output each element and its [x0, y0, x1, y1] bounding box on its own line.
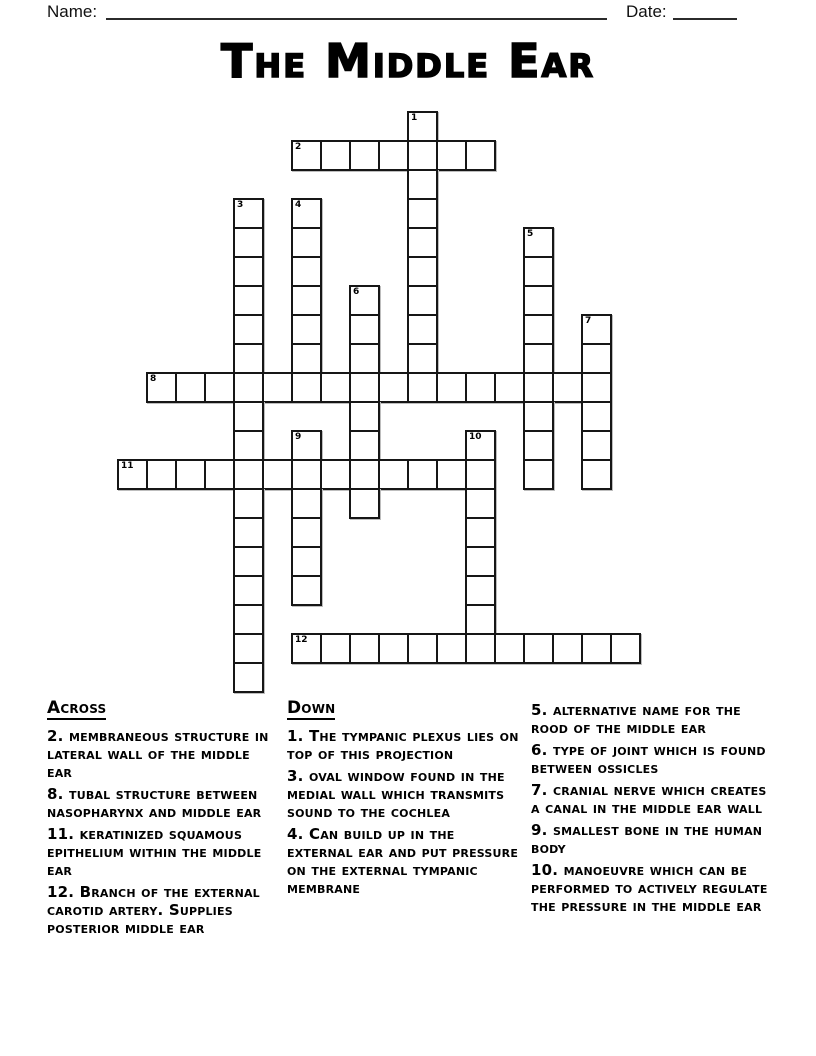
cell-number: 3: [237, 200, 244, 210]
grid-cell[interactable]: [233, 430, 264, 461]
grid-cell[interactable]: [407, 372, 438, 403]
grid-cell[interactable]: [204, 459, 235, 490]
grid-cell[interactable]: [291, 140, 322, 171]
grid-cell[interactable]: [523, 633, 554, 664]
grid-cell[interactable]: [494, 372, 525, 403]
grid-cell[interactable]: [407, 198, 438, 229]
clue-down-9: [531, 821, 769, 857]
grid-cell[interactable]: [581, 314, 612, 345]
grid-cell[interactable]: [233, 198, 264, 229]
grid-cell[interactable]: [233, 575, 264, 606]
grid-cell[interactable]: [291, 430, 322, 461]
grid-cell[interactable]: [146, 459, 177, 490]
grid-cell[interactable]: [465, 140, 496, 171]
grid-cell[interactable]: [523, 372, 554, 403]
grid-cell[interactable]: [407, 111, 438, 142]
across-clues-column: [47, 699, 279, 941]
grid-cell[interactable]: [436, 459, 467, 490]
grid-cell[interactable]: [146, 372, 177, 403]
grid-cell[interactable]: [523, 401, 554, 432]
grid-cell[interactable]: [378, 633, 409, 664]
grid-cell[interactable]: [349, 459, 380, 490]
grid-cell[interactable]: [552, 372, 583, 403]
grid-cell[interactable]: [233, 662, 264, 693]
grid-cell[interactable]: [175, 372, 206, 403]
grid-cell[interactable]: [407, 633, 438, 664]
clue-number: 11.: [47, 825, 75, 843]
grid-cell[interactable]: [436, 372, 467, 403]
clue-number: 4.: [287, 825, 304, 843]
grid-cell[interactable]: [465, 633, 496, 664]
grid-cell[interactable]: [320, 633, 351, 664]
grid-cell[interactable]: [233, 488, 264, 519]
grid-cell[interactable]: [291, 517, 322, 548]
grid-cell[interactable]: [407, 140, 438, 171]
grid-cell[interactable]: [378, 372, 409, 403]
grid-cell[interactable]: [523, 256, 554, 287]
grid-cell[interactable]: [378, 140, 409, 171]
grid-cell[interactable]: [349, 372, 380, 403]
page-title: The Middle Ear: [221, 34, 595, 88]
clue-down-6: [531, 741, 769, 777]
grid-cell[interactable]: [436, 140, 467, 171]
clue-down-3: [287, 767, 519, 821]
grid-cell[interactable]: [233, 604, 264, 635]
grid-cell[interactable]: [552, 633, 583, 664]
clue-number: 12.: [47, 883, 75, 901]
grid-cell[interactable]: [610, 633, 641, 664]
clue-number: 10.: [531, 861, 559, 879]
name-label: Name:: [47, 2, 98, 21]
down-heading: Down: [287, 698, 336, 718]
clue-down-1: [287, 727, 519, 763]
clue-number: 6.: [531, 741, 548, 759]
grid-cell[interactable]: [291, 459, 322, 490]
grid-cell[interactable]: [349, 633, 380, 664]
grid-cell[interactable]: [233, 227, 264, 258]
grid-cell[interactable]: [407, 343, 438, 374]
grid-cell[interactable]: [581, 430, 612, 461]
grid-cell[interactable]: [233, 372, 264, 403]
grid-cell[interactable]: [349, 285, 380, 316]
clue-number: 9.: [531, 821, 548, 839]
clue-text: tubal structure between nasopharynx and middle ear: [47, 785, 262, 821]
clue-down-4: [287, 825, 519, 897]
grid-cell[interactable]: [291, 633, 322, 664]
grid-cell[interactable]: [175, 459, 206, 490]
grid-cell[interactable]: [233, 633, 264, 664]
grid-cell[interactable]: [465, 604, 496, 635]
grid-cell[interactable]: [349, 430, 380, 461]
grid-cell[interactable]: [349, 314, 380, 345]
cell-number: 5: [527, 229, 534, 239]
grid-cell[interactable]: [291, 256, 322, 287]
grid-cell[interactable]: [117, 459, 148, 490]
grid-cell[interactable]: [291, 372, 322, 403]
grid-cell[interactable]: [523, 459, 554, 490]
grid-cell[interactable]: [465, 517, 496, 548]
grid-cell[interactable]: [407, 314, 438, 345]
grid-cell[interactable]: [320, 140, 351, 171]
date-label: Date:: [626, 2, 667, 21]
grid-cell[interactable]: [523, 343, 554, 374]
grid-cell[interactable]: [581, 401, 612, 432]
grid-cell[interactable]: [378, 459, 409, 490]
grid-cell[interactable]: [291, 285, 322, 316]
grid-cell[interactable]: [465, 430, 496, 461]
cell-number: 1: [411, 113, 418, 123]
grid-cell[interactable]: [465, 488, 496, 519]
clue-text: Can build up in the external ear and put pressure on the external tympanic membrane: [287, 825, 519, 897]
cell-number: 12: [295, 635, 308, 645]
grid-cell[interactable]: [581, 343, 612, 374]
grid-cell[interactable]: [233, 343, 264, 374]
clue-text: The tympanic plexus lies on top of this projection: [287, 727, 519, 763]
cell-number: 10: [469, 432, 482, 442]
grid-cell[interactable]: [233, 256, 264, 287]
clue-text: cranial nerve which creates a canal in the middle ear wall: [531, 781, 767, 817]
grid-cell[interactable]: [465, 575, 496, 606]
grid-cell[interactable]: [523, 285, 554, 316]
grid-cell[interactable]: [523, 314, 554, 345]
grid-cell[interactable]: [465, 546, 496, 577]
down-clues-column: [287, 699, 519, 901]
across-heading: Across: [47, 698, 107, 718]
clue-text: oval window found in the medial wall which transmits sound to the cochlea: [287, 767, 505, 821]
grid-cell[interactable]: [291, 343, 322, 374]
grid-cell[interactable]: [233, 285, 264, 316]
cell-number: 6: [353, 287, 360, 297]
grid-cell[interactable]: [523, 430, 554, 461]
grid-cell[interactable]: [291, 488, 322, 519]
grid-cell[interactable]: [407, 459, 438, 490]
cell-number: 9: [295, 432, 302, 442]
grid-cell[interactable]: [523, 227, 554, 258]
clue-text: Branch of the external carotid artery. Supplies posterior middle ear: [47, 883, 260, 937]
grid-cell[interactable]: [436, 633, 467, 664]
grid-cell[interactable]: [291, 546, 322, 577]
grid-cell[interactable]: [233, 546, 264, 577]
grid-cell[interactable]: [349, 343, 380, 374]
grid-cell[interactable]: [581, 459, 612, 490]
grid-cell[interactable]: [320, 372, 351, 403]
grid-cell[interactable]: [291, 227, 322, 258]
grid-cell[interactable]: [291, 198, 322, 229]
grid-cell[interactable]: [581, 372, 612, 403]
clue-across-12: [47, 883, 279, 937]
clue-text: manoeuvre which can be performed to actively regulate the pressure in the middle ear: [531, 861, 768, 915]
grid-cell[interactable]: [465, 372, 496, 403]
grid-cell[interactable]: [581, 633, 612, 664]
name-blank-line[interactable]: [106, 18, 607, 20]
clue-number: 3.: [287, 767, 304, 785]
cell-number: 11: [121, 461, 134, 471]
clue-across-8: [47, 785, 279, 821]
grid-cell[interactable]: [233, 459, 264, 490]
cell-number: 7: [585, 316, 592, 326]
down-clues-column-continued: [531, 701, 769, 919]
grid-cell[interactable]: [407, 256, 438, 287]
grid-cell[interactable]: [233, 517, 264, 548]
grid-cell[interactable]: [320, 459, 351, 490]
grid-cell[interactable]: [407, 227, 438, 258]
grid-cell[interactable]: [291, 575, 322, 606]
grid-cell[interactable]: [204, 372, 235, 403]
grid-cell[interactable]: [233, 314, 264, 345]
clue-number: 2.: [47, 727, 64, 745]
grid-cell[interactable]: [494, 633, 525, 664]
clue-number: 7.: [531, 781, 548, 799]
clue-text: smallest bone in the human body: [531, 821, 763, 857]
clue-number: 1.: [287, 727, 304, 745]
date-blank-line[interactable]: [673, 18, 737, 20]
clue-text: keratinized squamous epithelium within the middle ear: [47, 825, 262, 879]
grid-cell[interactable]: [291, 314, 322, 345]
clue-text: alternative name for the rood of the middle ear: [531, 701, 741, 737]
cell-number: 2: [295, 142, 302, 152]
clue-number: 5.: [531, 701, 548, 719]
clue-text: type of joint which is found between ossicles: [531, 741, 766, 777]
clue-number: 8.: [47, 785, 64, 803]
grid-cell[interactable]: [349, 401, 380, 432]
clue-across-11: [47, 825, 279, 879]
grid-cell[interactable]: [407, 169, 438, 200]
grid-cell[interactable]: [233, 401, 264, 432]
clue-across-2: [47, 727, 279, 781]
clue-text: membraneous structure in lateral wall of the middle ear: [47, 727, 269, 781]
cell-number: 8: [150, 374, 157, 384]
cell-number: 4: [295, 200, 302, 210]
grid-cell[interactable]: [262, 459, 293, 490]
grid-cell[interactable]: [465, 459, 496, 490]
grid-cell[interactable]: [349, 140, 380, 171]
grid-cell[interactable]: [262, 372, 293, 403]
clue-down-10: [531, 861, 769, 915]
clue-down-5: [531, 701, 769, 737]
grid-cell[interactable]: [349, 488, 380, 519]
grid-cell[interactable]: [407, 285, 438, 316]
clue-down-7: [531, 781, 769, 817]
